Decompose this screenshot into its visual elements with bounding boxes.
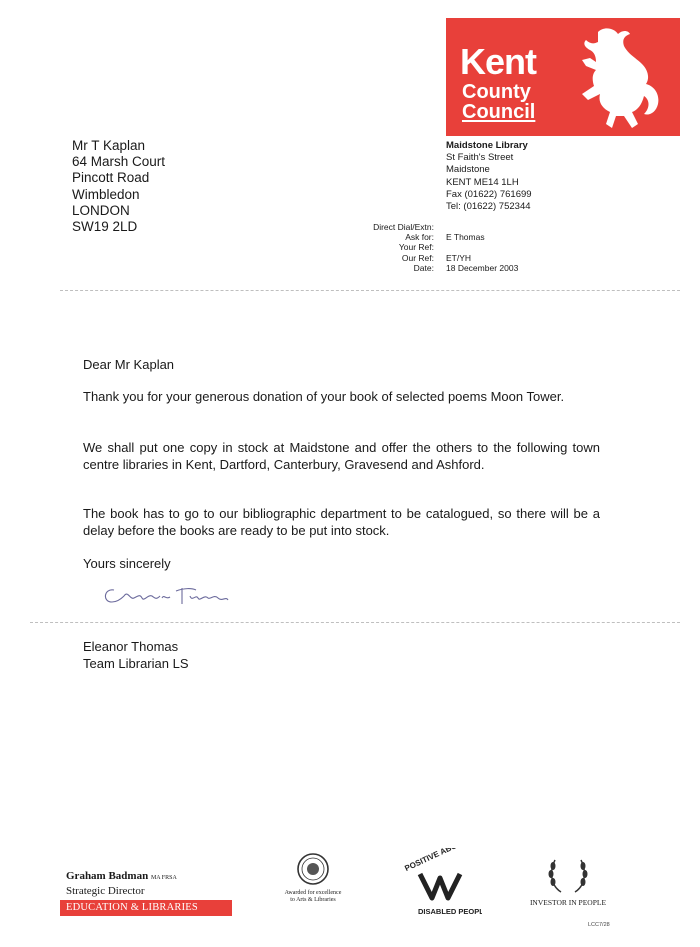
ref-value [446, 242, 566, 252]
reference-block [340, 222, 566, 273]
ref-value: ET/YH [446, 252, 472, 263]
ref-row [340, 232, 566, 242]
ref-row [340, 222, 566, 232]
sender-line: KENT ME14 1LH [446, 176, 519, 188]
ref-label: Date: [413, 262, 434, 273]
director-name: Graham Badman [66, 870, 149, 882]
ref-value [446, 222, 566, 232]
fold-line [60, 290, 680, 291]
recipient-address [72, 138, 165, 235]
recipient-line: Mr T Kaplan [72, 138, 146, 153]
fold-line [30, 622, 680, 623]
ref-value: E Thomas [446, 232, 485, 243]
arts-award-logo [272, 852, 354, 904]
director-block [66, 870, 177, 898]
director-title: Strategic Director [66, 885, 145, 897]
ref-label: Ask for: [405, 232, 434, 243]
sender-line: Maidstone [446, 164, 490, 176]
arts-award-line: Awarded for excellence [284, 890, 342, 896]
ref-label: Direct Dial/Extn: [373, 222, 434, 232]
seal-icon [296, 852, 330, 886]
recipient-line: LONDON [72, 202, 130, 218]
recipient-line: SW19 2LD [72, 219, 138, 235]
handwritten-signature [100, 582, 235, 612]
logo-county-text: County [462, 81, 531, 103]
sender-name: Maidstone Library [446, 140, 528, 151]
investor-text: INVESTOR IN PEOPLE [529, 898, 607, 907]
tick-icon [420, 874, 460, 898]
recipient-line: Pincott Road [72, 170, 150, 186]
signer-title: Team Librarian LS [83, 656, 189, 671]
white-horse-icon [558, 24, 668, 134]
sender-address [446, 140, 532, 213]
ref-row [340, 263, 566, 273]
recipient-line: Wimbledon [72, 186, 140, 202]
body-paragraph: Thank you for your generous donation of your book of selected poems Moon Tower. [83, 389, 565, 404]
positive-about-disabled-people-logo [398, 848, 482, 923]
kent-county-council-logo [446, 18, 680, 136]
disability-top-text: POSITIVE ABOUT [403, 848, 469, 874]
recipient-line: 64 Marsh Court [72, 154, 166, 170]
disability-bottom-text: DISABLED PEOPLE [418, 907, 482, 916]
body-paragraph: We shall put one copy in stock at Maidstone and offer the others to the following town centre libraries in Kent, Dartford, Canterbury, Gravesend and Ashford. [83, 440, 600, 472]
ref-label: Your Ref: [398, 242, 434, 253]
arts-award-line: to Arts & Libraries [290, 897, 336, 903]
form-code: LCC7/28 [588, 922, 610, 928]
ref-value: 18 December 2003 [446, 262, 519, 273]
department-bar: EDUCATION & LIBRARIES [60, 900, 232, 916]
ref-row [340, 242, 566, 252]
logo-kent-text: Kent [460, 41, 536, 82]
sender-line: Tel: (01622) 752344 [446, 201, 531, 213]
investor-in-people-logo [516, 852, 620, 907]
logo-council-text: Council [462, 101, 536, 123]
body-paragraph: The book has to go to our bibliographic department to be catalogued, so there will be a delay before the books are ready to be put into stock. [83, 506, 600, 538]
laurel-wreath-icon [545, 852, 591, 896]
sender-line: Fax (01622) 761699 [446, 188, 532, 200]
sender-line: St Faith's Street [446, 152, 514, 164]
closing: Yours sincerely [83, 556, 171, 571]
ref-label: Our Ref: [401, 252, 434, 263]
salutation: Dear Mr Kaplan [83, 357, 175, 372]
director-quals: MA FRSA [150, 875, 177, 881]
ref-row [340, 253, 566, 263]
signer-name: Eleanor Thomas [83, 639, 179, 654]
